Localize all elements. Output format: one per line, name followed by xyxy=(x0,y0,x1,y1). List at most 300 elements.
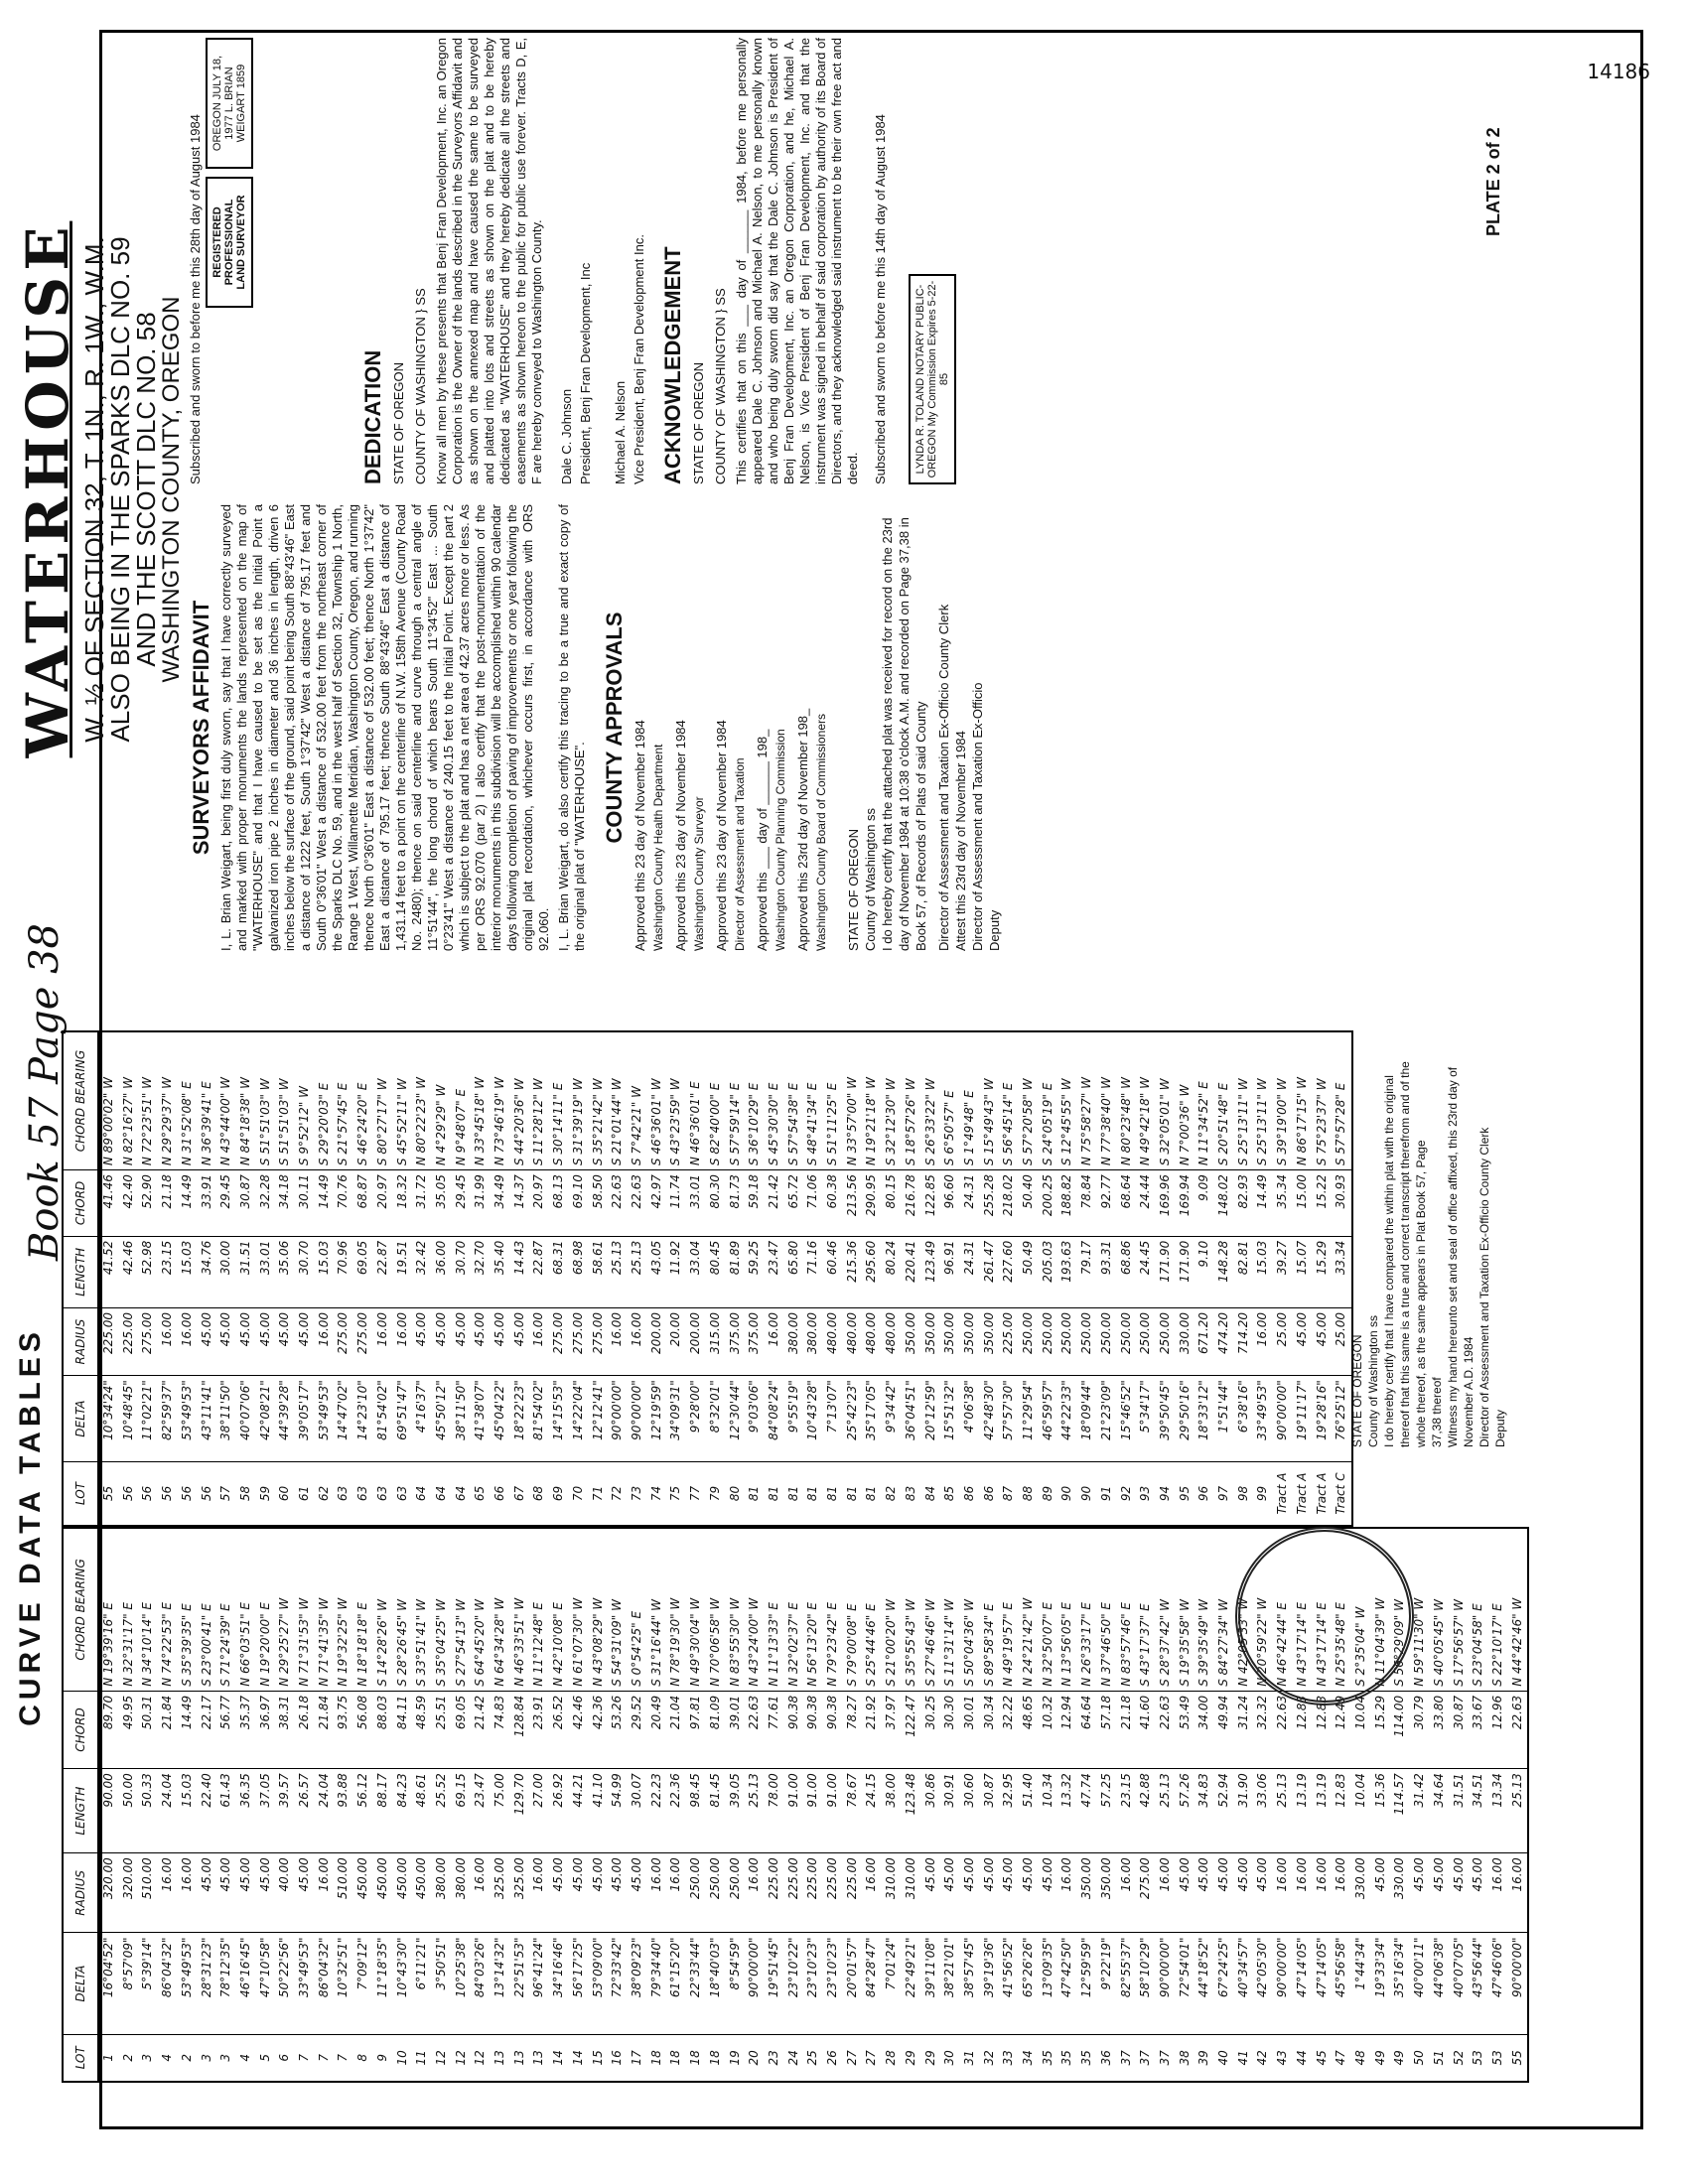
table-cell: N 43°44'00" W xyxy=(216,1031,236,1170)
table-cell: 188.82 xyxy=(1057,1170,1077,1237)
table-row xyxy=(529,1528,549,2082)
table-cell: 32.32 xyxy=(1253,1691,1273,1768)
table-cell: 31.99 xyxy=(471,1170,491,1237)
county-seal-icon xyxy=(1235,1527,1414,1706)
table-cell: 90°00'00" xyxy=(1156,1933,1176,2034)
table-cell: 40°34'57" xyxy=(1234,1933,1254,2034)
table-row xyxy=(471,1528,491,2082)
table-cell: 32 xyxy=(980,2034,1000,2082)
table-cell: 41°38'07" xyxy=(471,1376,491,1462)
table-cell: 15°51'32" xyxy=(940,1376,960,1462)
table-cell: 49 xyxy=(1371,2034,1391,2082)
approval-authority: Director of Assessment and Taxation xyxy=(733,757,747,951)
table-row xyxy=(373,1528,393,2082)
table-cell: 42°48'30" xyxy=(980,1376,1000,1462)
table-cell: 250.00 xyxy=(1077,1307,1097,1375)
table-cell: 13°09'35" xyxy=(1039,1933,1058,2034)
table-cell: N 33°45'18" W xyxy=(471,1031,491,1170)
cert-page: 37,38 thereof xyxy=(1430,1377,1444,1447)
table-cell: 34°16'46" xyxy=(549,1933,569,2034)
table-cell: 81 xyxy=(823,1462,843,1526)
table-cell: 27 xyxy=(862,2034,882,2082)
table-row xyxy=(1273,1031,1293,1526)
table-cell: N 43°08'29" W xyxy=(589,1528,609,1691)
table-cell: 44°06'38" xyxy=(1430,1933,1450,2034)
table-cell: 480.00 xyxy=(862,1307,882,1375)
table-cell: 16.00 xyxy=(393,1307,413,1375)
table-cell: 350.00 xyxy=(1077,1853,1097,1933)
table-row xyxy=(1077,1031,1097,1526)
table-cell: 88.03 xyxy=(373,1691,393,1768)
table-cell: 25.13 xyxy=(608,1236,628,1307)
table-cell: 22°49'21" xyxy=(902,1933,921,2034)
table-cell: 450.00 xyxy=(412,1853,432,1933)
table-cell: 15.03 xyxy=(1253,1236,1273,1307)
table-cell: 2 xyxy=(178,2034,198,2082)
table-cell: 30.01 xyxy=(960,1691,980,1768)
table-cell: 10°34'24" xyxy=(98,1376,119,1462)
table-cell: 53°49'53" xyxy=(178,1376,198,1462)
table-cell: 33.01 xyxy=(256,1236,276,1307)
table-cell: 10°32'51" xyxy=(334,1933,353,2034)
table-cell: N 32°31'17" E xyxy=(119,1528,139,1691)
table-cell: 11.74 xyxy=(666,1170,686,1237)
table-cell: 122.85 xyxy=(921,1170,941,1237)
table-cell: 250.00 xyxy=(686,1853,706,1933)
table-cell: 16°04'52" xyxy=(98,1933,119,2034)
table-cell: 53°09'00" xyxy=(589,1933,609,2034)
table-row xyxy=(1214,1528,1234,2082)
table-cell: 171.90 xyxy=(1176,1236,1196,1307)
table-cell: 11.92 xyxy=(666,1236,686,1307)
table-cell: 45.00 xyxy=(198,1853,217,1933)
table-cell: 10°25'38" xyxy=(452,1933,472,2034)
table-cell: 29.45 xyxy=(216,1170,236,1237)
table-cell: 350.00 xyxy=(1097,1853,1117,1933)
table-cell: N 77°38'40" W xyxy=(1097,1031,1117,1170)
table-cell: 80.24 xyxy=(882,1236,902,1307)
approval-label: Approved this 23 day of November 1984 xyxy=(633,720,647,951)
table-row xyxy=(999,1528,1019,2082)
table-cell: Tract C xyxy=(1332,1462,1352,1526)
table-cell: 30.70 xyxy=(295,1236,315,1307)
tables-title: CURVE DATA TABLES xyxy=(14,1327,47,1726)
surveyor-stamp: OREGON JULY 18, 1977 L. BRIAN WEIGART 1859 xyxy=(206,38,253,169)
table-cell: 45.00 xyxy=(236,1307,256,1375)
table-cell: 45 xyxy=(1313,2034,1333,2082)
table-cell: 12 xyxy=(471,2034,491,2082)
table-row xyxy=(295,1528,315,2082)
table-cell: 42.46 xyxy=(119,1236,139,1307)
table-cell: 45.00 xyxy=(295,1853,315,1933)
table-cell: 213.56 xyxy=(843,1170,863,1237)
table-row xyxy=(726,1528,746,2082)
table-cell: S 32°12'30" W xyxy=(882,1031,902,1170)
table-cell: S 56°45'14" E xyxy=(999,1031,1019,1170)
table-cell: 21.42 xyxy=(471,1691,491,1768)
table-cell: S 26°33'22" W xyxy=(921,1031,941,1170)
table-row xyxy=(1234,1031,1254,1526)
table-cell: 69.15 xyxy=(452,1769,472,1853)
table-row xyxy=(647,1528,667,2082)
table-cell: N 32°50'07" E xyxy=(1039,1528,1058,1691)
table-cell: 275.00 xyxy=(334,1307,353,1375)
table-cell: 11°02'21" xyxy=(138,1376,158,1462)
table-cell: Tract A xyxy=(1273,1462,1293,1526)
table-cell: 30 xyxy=(940,2034,960,2082)
table-cell: S 48°41'34" E xyxy=(803,1031,823,1170)
table-cell: 30.00 xyxy=(216,1236,236,1307)
table-cell: 40 xyxy=(1214,2034,1234,2082)
table-row xyxy=(882,1031,902,1526)
table-cell: 44°18'52" xyxy=(1195,1933,1214,2034)
table-cell: 45.00 xyxy=(1430,1853,1450,1933)
table-cell: 53 xyxy=(1469,2034,1488,2082)
table-cell: N 71°31'53" W xyxy=(295,1528,315,1691)
table-cell: 16.00 xyxy=(1508,1853,1529,1933)
table-cell: 81 xyxy=(803,1462,823,1526)
table-cell: S 30°14'11" E xyxy=(549,1031,569,1170)
table-cell: S 35°39'35" E xyxy=(178,1528,198,1691)
table-cell: 30.93 xyxy=(1332,1170,1352,1237)
table-cell: 32.22 xyxy=(999,1691,1019,1768)
table-cell: 16.00 xyxy=(158,1307,178,1375)
table-cell: 16.00 xyxy=(529,1853,549,1933)
table-row xyxy=(589,1031,609,1526)
cert-witness: Witness my hand hereunto set and seal of office affixed, this 23rd day of November A.D. 1984 xyxy=(1446,1066,1476,1447)
table-row xyxy=(1097,1031,1117,1526)
table-cell: 7 xyxy=(334,2034,353,2082)
table-cell: 25.13 xyxy=(628,1236,647,1307)
table-cell: 38°11'50" xyxy=(216,1376,236,1462)
table-cell: 67 xyxy=(510,1462,530,1526)
table-cell: 45.00 xyxy=(589,1853,609,1933)
recording-text: I do hereby certify that the attached plat was received for record on the 23rd day of November 1984 at 10:38 o'clock A.M. and recorded on Page 37,38 in Book 57, of Records of Plats of said County xyxy=(880,517,928,951)
table-cell: 22.40 xyxy=(198,1769,217,1853)
table-header-row xyxy=(63,1528,98,2082)
table-cell: 330.00 xyxy=(1390,1853,1410,1933)
table-cell: 6 xyxy=(275,2034,295,2082)
table-cell: 45.00 xyxy=(236,1853,256,1933)
table-cell: 59.25 xyxy=(745,1236,765,1307)
table-cell: 5 xyxy=(256,2034,276,2082)
table-cell: S 23°04'58" E xyxy=(1469,1528,1488,1691)
table-cell: 14°15'53" xyxy=(549,1376,569,1462)
table-cell: 93 xyxy=(1136,1462,1156,1526)
table-cell: N 74°22'53" E xyxy=(158,1528,178,1691)
registered-surveyor-box: REGISTERED PROFESSIONAL LAND SURVEYOR xyxy=(206,177,253,308)
table-cell: 22.63 xyxy=(1508,1691,1529,1768)
table-cell: 72°54'01" xyxy=(1176,1933,1196,2034)
table-cell: S 50°04'36" W xyxy=(960,1528,980,1691)
table-cell: 45.00 xyxy=(1234,1853,1254,1933)
table-cell: 171.90 xyxy=(1156,1236,1176,1307)
table-cell: 42.97 xyxy=(647,1170,667,1237)
table-cell: 35°16'34" xyxy=(1390,1933,1410,2034)
table-cell: 2 xyxy=(119,2034,139,2082)
table-cell: 225.00 xyxy=(98,1307,119,1375)
table-row xyxy=(1176,1031,1196,1526)
table-cell: 34.18 xyxy=(275,1170,295,1237)
table-cell: 92.77 xyxy=(1097,1170,1117,1237)
table-row xyxy=(765,1528,784,2082)
table-cell: 93.88 xyxy=(334,1769,353,1853)
table-cell: 39.05 xyxy=(726,1769,746,1853)
column-header-delta: DELTA xyxy=(63,1376,98,1462)
table-cell: 63 xyxy=(393,1462,413,1526)
table-cell: 60 xyxy=(275,1462,295,1526)
table-cell: N 86°17'15" W xyxy=(1293,1031,1313,1170)
table-cell: S 7°42'21" W xyxy=(628,1031,647,1170)
column-header-chord: CHORD xyxy=(63,1691,98,1768)
table-cell: 474.20 xyxy=(1214,1307,1234,1375)
table-cell: 15.36 xyxy=(1371,1769,1391,1853)
table-cell: 45.00 xyxy=(216,1307,236,1375)
table-cell: 13 xyxy=(529,2034,549,2082)
table-row xyxy=(1097,1528,1117,2082)
table-cell: 84.11 xyxy=(393,1691,413,1768)
table-cell: 25.13 xyxy=(1156,1769,1176,1853)
table-row xyxy=(471,1031,491,1526)
table-cell: 44.21 xyxy=(569,1769,589,1853)
table-cell: 16.00 xyxy=(1117,1853,1137,1933)
table-cell: N 64°34'28" W xyxy=(491,1528,510,1691)
table-cell: 56°17'25" xyxy=(569,1933,589,2034)
table-cell: 22.63 xyxy=(628,1170,647,1237)
table-cell: 41 xyxy=(1234,2034,1254,2082)
table-cell: 18 xyxy=(666,2034,686,2082)
table-row xyxy=(784,1528,804,2082)
table-cell: 22.87 xyxy=(373,1236,393,1307)
table-cell: 91 xyxy=(1097,1462,1117,1526)
table-row xyxy=(921,1528,941,2082)
table-cell: S 25°13'11" W xyxy=(1234,1031,1254,1170)
table-cell: S 21°00'20" W xyxy=(882,1528,902,1691)
table-cell: S 39°35'49" W xyxy=(1195,1528,1214,1691)
table-cell: 34 xyxy=(1019,2034,1039,2082)
table-cell: 15.03 xyxy=(315,1236,335,1307)
table-cell: 98.45 xyxy=(686,1769,706,1853)
table-row xyxy=(1469,1528,1488,2082)
table-cell: N 80°23'48" W xyxy=(1117,1031,1137,1170)
table-cell: 60.38 xyxy=(823,1170,843,1237)
table-cell: 58°10'29" xyxy=(1136,1933,1156,2034)
table-cell: 30.07 xyxy=(628,1769,647,1853)
left-text-column xyxy=(183,504,1003,951)
table-cell: 49 xyxy=(1390,2034,1410,2082)
table-cell: 9°22'19" xyxy=(1097,1933,1117,2034)
table-row xyxy=(980,1031,1000,1526)
table-cell: 13 xyxy=(510,2034,530,2082)
table-cell: 88.17 xyxy=(373,1769,393,1853)
table-cell: 12.83 xyxy=(1332,1769,1351,1853)
table-cell: 32.70 xyxy=(471,1236,491,1307)
table-cell: 18 xyxy=(647,2034,667,2082)
table-cell: S 17°56'57" W xyxy=(1450,1528,1470,1691)
table-cell: 15.29 xyxy=(1371,1691,1391,1768)
table-cell: 47.74 xyxy=(1077,1769,1097,1853)
table-cell: 45.00 xyxy=(549,1853,569,1933)
table-cell: 14.49 xyxy=(315,1170,335,1237)
table-cell: 82.93 xyxy=(1234,1170,1254,1237)
table-cell: 26 xyxy=(823,2034,843,2082)
table-cell: 12°30'44" xyxy=(726,1376,746,1462)
table-cell: 12°12'41" xyxy=(589,1376,609,1462)
table-cell: 33.67 xyxy=(1469,1691,1488,1768)
table-cell: 13.32 xyxy=(1057,1769,1077,1853)
subscribed-statement: Subscribed and sworn to before me this 28th day of August 1984 xyxy=(188,114,203,484)
table-cell: 90.38 xyxy=(784,1691,804,1768)
table-cell: S 0°54'25" E xyxy=(628,1528,647,1691)
table-cell: 84 xyxy=(921,1462,941,1526)
table-cell: 205.03 xyxy=(1039,1236,1058,1307)
table-cell: 68.98 xyxy=(569,1236,589,1307)
table-row xyxy=(549,1031,569,1526)
table-cell: 93.31 xyxy=(1097,1236,1117,1307)
table-cell: 36°04'51" xyxy=(902,1376,921,1462)
table-cell: 16.00 xyxy=(373,1307,393,1375)
table-cell: S 33°51'41" W xyxy=(412,1528,432,1691)
table-cell: 21.84 xyxy=(158,1691,178,1768)
table-cell: 10.34 xyxy=(1039,1769,1058,1853)
table-cell: 24.31 xyxy=(960,1170,980,1237)
table-cell: 275.00 xyxy=(589,1307,609,1375)
table-cell: S 28°37'42" W xyxy=(1156,1528,1176,1691)
dedication-heading: DEDICATION xyxy=(360,349,385,484)
table-cell: 57 xyxy=(216,1462,236,1526)
table-cell: 35 xyxy=(1039,2034,1058,2082)
surveyor-signature-area xyxy=(186,38,354,484)
table-cell: 148.28 xyxy=(1214,1236,1234,1307)
table-row xyxy=(334,1031,353,1526)
table-row xyxy=(1156,1528,1176,2082)
table-row xyxy=(1057,1528,1077,2082)
table-row xyxy=(412,1031,432,1526)
table-cell: 30.91 xyxy=(940,1769,960,1853)
table-row xyxy=(452,1528,472,2082)
table-cell: N 13°56'05" E xyxy=(1057,1528,1077,1691)
table-cell: N 11°04'39" W xyxy=(1371,1528,1391,1691)
table-cell: 30.87 xyxy=(236,1170,256,1237)
table-row xyxy=(803,1031,823,1526)
table-cell: 69.10 xyxy=(569,1170,589,1237)
table-cell: 79 xyxy=(706,1462,726,1526)
table-cell: 89 xyxy=(1039,1462,1058,1526)
table-cell: 65 xyxy=(471,1462,491,1526)
table-cell: 90.00 xyxy=(98,1769,119,1853)
table-row xyxy=(236,1031,256,1526)
table-cell: N 11°34'52" E xyxy=(1195,1031,1214,1170)
table-cell: 10 xyxy=(393,2034,413,2082)
table-cell: 21.42 xyxy=(765,1170,784,1237)
table-cell: 43°11'41" xyxy=(198,1376,217,1462)
table-cell: 714.20 xyxy=(1234,1307,1254,1375)
table-cell: 25°42'23" xyxy=(843,1376,863,1462)
table-cell: 22.63 xyxy=(1273,1691,1293,1768)
table-cell: 129.70 xyxy=(510,1769,530,1853)
table-cell: 1°51'44" xyxy=(1214,1376,1234,1462)
table-row xyxy=(1508,1528,1529,2082)
table-cell: 70.76 xyxy=(334,1170,353,1237)
table-cell: 18 xyxy=(706,2034,726,2082)
column-header-chord-bearing: CHORD BEARING xyxy=(63,1031,98,1170)
table-cell: 45.00 xyxy=(256,1307,276,1375)
table-cell: 39°19'36" xyxy=(980,1933,1000,2034)
table-cell: 96°41'24" xyxy=(529,1933,549,2034)
table-cell: 39.57 xyxy=(275,1769,295,1853)
table-cell: 375.00 xyxy=(726,1307,746,1375)
table-cell: 22.63 xyxy=(608,1170,628,1237)
table-cell: 250.00 xyxy=(1136,1307,1156,1375)
table-cell: 97.81 xyxy=(686,1691,706,1768)
table-cell: 12°19'59" xyxy=(647,1376,667,1462)
table-cell: 35.06 xyxy=(275,1236,295,1307)
table-cell: 39 xyxy=(1195,2034,1214,2082)
table-cell: 380.00 xyxy=(432,1853,452,1933)
table-cell: 275.00 xyxy=(569,1307,589,1375)
subtitle-sparks: ALSO BEING IN THE SPARKS DLC NO. 59 xyxy=(105,236,135,743)
table-cell: 45.00 xyxy=(432,1307,452,1375)
table-cell: S 45°52'11" W xyxy=(393,1031,413,1170)
table-cell: 46°59'57" xyxy=(1039,1376,1058,1462)
table-cell: 90 xyxy=(1057,1462,1077,1526)
table-cell: 275.00 xyxy=(353,1307,373,1375)
table-cell: S 32°05'01" W xyxy=(1156,1031,1176,1170)
table-cell: N 71°41'35" W xyxy=(315,1528,335,1691)
table-cell: 34.64 xyxy=(1430,1769,1450,1853)
table-cell: 45.00 xyxy=(1450,1853,1470,1933)
table-cell: 21.18 xyxy=(1117,1691,1137,1768)
table-cell: S 80°27'17" W xyxy=(373,1031,393,1170)
table-cell: 71.16 xyxy=(803,1236,823,1307)
table-cell: 42.36 xyxy=(589,1691,609,1768)
table-cell: 14°47'02" xyxy=(334,1376,353,1462)
recording-director-2: Director of Assessment and Taxation Ex-Officio xyxy=(970,682,985,951)
table-cell: 29°50'16" xyxy=(1176,1376,1196,1462)
table-cell: 45.00 xyxy=(1469,1853,1488,1933)
table-cell: 16.00 xyxy=(647,1853,667,1933)
table-cell: 9.10 xyxy=(1195,1236,1214,1307)
signer-1-name: Dale C. Johnson xyxy=(559,388,574,484)
table-cell: 350.00 xyxy=(921,1307,941,1375)
table-cell: 22°51'53" xyxy=(510,1933,530,2034)
table-cell: 16.00 xyxy=(666,1853,686,1933)
table-cell: 12.94 xyxy=(1057,1691,1077,1768)
table-cell: 18°22'23" xyxy=(510,1376,530,1462)
recording-attest: Attest this 23rd day of November 1984 xyxy=(953,731,968,951)
table-cell: 45.00 xyxy=(1410,1853,1430,1933)
table-cell: 43 xyxy=(1273,2034,1293,2082)
table-cell: 30.70 xyxy=(452,1236,472,1307)
table-cell: 52.94 xyxy=(1214,1769,1234,1853)
table-row xyxy=(198,1031,217,1526)
table-cell: 81 xyxy=(862,1462,882,1526)
table-cell: N 19°21'18" W xyxy=(862,1031,882,1170)
table-cell: 6°11'21" xyxy=(412,1933,432,2034)
table-cell: 48 xyxy=(1351,2034,1371,2082)
table-cell: 20.00 xyxy=(666,1307,686,1375)
approval-authority: Washington County Planning Commission xyxy=(774,729,787,951)
table-cell: 671.20 xyxy=(1195,1307,1214,1375)
table-cell: 52.98 xyxy=(138,1236,158,1307)
table-cell: N 32°02'37" E xyxy=(784,1528,804,1691)
table-cell: 375.00 xyxy=(745,1307,765,1375)
table-row xyxy=(1253,1031,1273,1526)
table-row xyxy=(529,1031,549,1526)
table-cell: 37 xyxy=(1156,2034,1176,2082)
table-row xyxy=(960,1031,980,1526)
table-cell: S 14°28'26" W xyxy=(373,1528,393,1691)
